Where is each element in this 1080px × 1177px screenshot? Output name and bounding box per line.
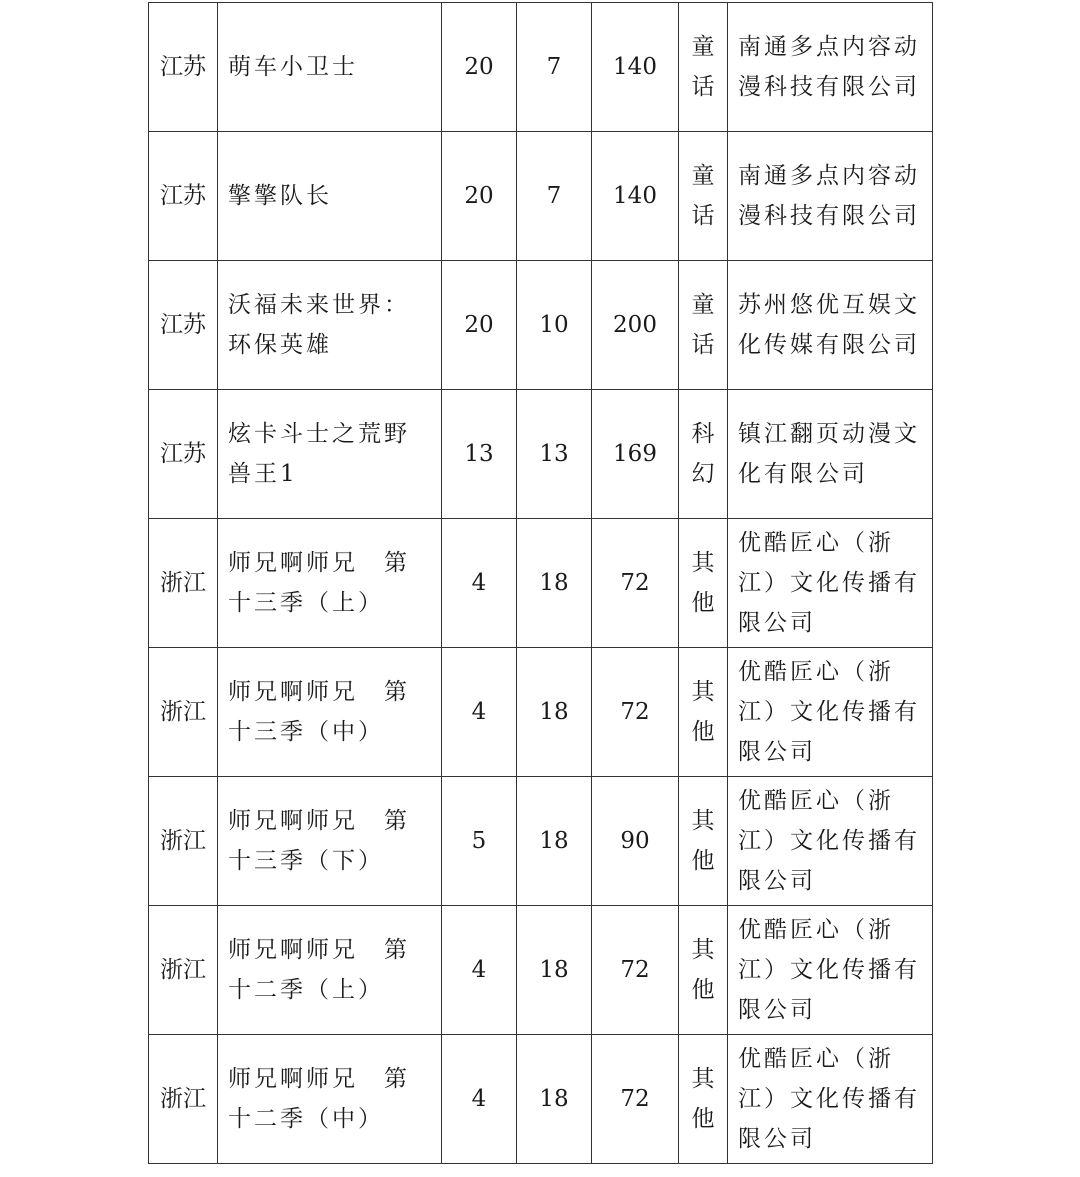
table-row	[149, 390, 933, 519]
title-cell: 师兄啊师兄 第十三季（上）	[218, 519, 442, 648]
title-cell: 师兄啊师兄 第十二季（中）	[218, 1035, 442, 1164]
title-cell: 师兄啊师兄 第十三季（中）	[218, 648, 442, 777]
table-row	[149, 132, 933, 261]
episodes-cell: 20	[442, 261, 517, 390]
total-minutes-cell: 72	[592, 648, 679, 777]
table-body	[149, 3, 933, 1164]
province-cell: 浙江	[149, 777, 218, 906]
title-cell: 师兄啊师兄 第十二季（上）	[218, 906, 442, 1035]
total-minutes-cell: 90	[592, 777, 679, 906]
minutes-cell: 7	[517, 132, 592, 261]
animation-record-table	[148, 2, 933, 1164]
minutes-cell: 18	[517, 906, 592, 1035]
total-minutes-cell: 140	[592, 3, 679, 132]
total-minutes-cell: 140	[592, 132, 679, 261]
company-cell: 优酷匠心（浙江）文化传播有限公司	[728, 906, 933, 1035]
company-cell: 优酷匠心（浙江）文化传播有限公司	[728, 777, 933, 906]
genre-text: 童话	[691, 292, 715, 358]
episodes-cell: 4	[442, 519, 517, 648]
episodes-cell: 20	[442, 132, 517, 261]
episodes-cell: 4	[442, 1035, 517, 1164]
genre-text: 科幻	[691, 421, 715, 487]
genre-cell	[679, 390, 728, 519]
title-cell: 沃福未来世界：环保英雄	[218, 261, 442, 390]
company-cell: 优酷匠心（浙江）文化传播有限公司	[728, 1035, 933, 1164]
genre-cell	[679, 519, 728, 648]
total-minutes-cell: 72	[592, 906, 679, 1035]
province-cell: 浙江	[149, 906, 218, 1035]
table-row	[149, 906, 933, 1035]
minutes-cell: 10	[517, 261, 592, 390]
table-row	[149, 261, 933, 390]
genre-text: 其他	[691, 679, 715, 745]
genre-cell	[679, 261, 728, 390]
company-cell: 优酷匠心（浙江）文化传播有限公司	[728, 519, 933, 648]
table-row	[149, 777, 933, 906]
minutes-cell: 18	[517, 1035, 592, 1164]
genre-text: 其他	[691, 1066, 715, 1132]
title-cell: 萌车小卫士	[218, 3, 442, 132]
minutes-cell: 18	[517, 648, 592, 777]
episodes-cell: 4	[442, 906, 517, 1035]
genre-cell	[679, 906, 728, 1035]
table-row	[149, 1035, 933, 1164]
episodes-cell: 20	[442, 3, 517, 132]
total-minutes-cell: 72	[592, 519, 679, 648]
province-cell: 浙江	[149, 1035, 218, 1164]
table-row	[149, 648, 933, 777]
genre-cell	[679, 1035, 728, 1164]
minutes-cell: 18	[517, 519, 592, 648]
company-cell: 苏州悠优互娱文化传媒有限公司	[728, 261, 933, 390]
table-row	[149, 3, 933, 132]
genre-text: 其他	[691, 550, 715, 616]
minutes-cell: 18	[517, 777, 592, 906]
province-cell: 江苏	[149, 132, 218, 261]
genre-cell	[679, 3, 728, 132]
genre-cell	[679, 648, 728, 777]
province-cell: 江苏	[149, 3, 218, 132]
total-minutes-cell: 72	[592, 1035, 679, 1164]
genre-text: 童话	[691, 163, 715, 229]
company-cell: 南通多点内容动漫科技有限公司	[728, 132, 933, 261]
company-cell: 南通多点内容动漫科技有限公司	[728, 3, 933, 132]
title-cell: 师兄啊师兄 第十三季（下）	[218, 777, 442, 906]
province-cell: 浙江	[149, 519, 218, 648]
minutes-cell: 7	[517, 3, 592, 132]
episodes-cell: 5	[442, 777, 517, 906]
episodes-cell: 4	[442, 648, 517, 777]
total-minutes-cell: 200	[592, 261, 679, 390]
company-cell: 镇江翻页动漫文化有限公司	[728, 390, 933, 519]
province-cell: 江苏	[149, 261, 218, 390]
genre-text: 童话	[691, 34, 715, 100]
genre-text: 其他	[691, 808, 715, 874]
genre-cell	[679, 132, 728, 261]
minutes-cell: 13	[517, 390, 592, 519]
province-cell: 江苏	[149, 390, 218, 519]
title-cell: 擎擎队长	[218, 132, 442, 261]
genre-text: 其他	[691, 937, 715, 1003]
title-cell: 炫卡斗士之荒野兽王1	[218, 390, 442, 519]
province-cell: 浙江	[149, 648, 218, 777]
table-row	[149, 519, 933, 648]
episodes-cell: 13	[442, 390, 517, 519]
company-cell: 优酷匠心（浙江）文化传播有限公司	[728, 648, 933, 777]
total-minutes-cell: 169	[592, 390, 679, 519]
genre-cell	[679, 777, 728, 906]
